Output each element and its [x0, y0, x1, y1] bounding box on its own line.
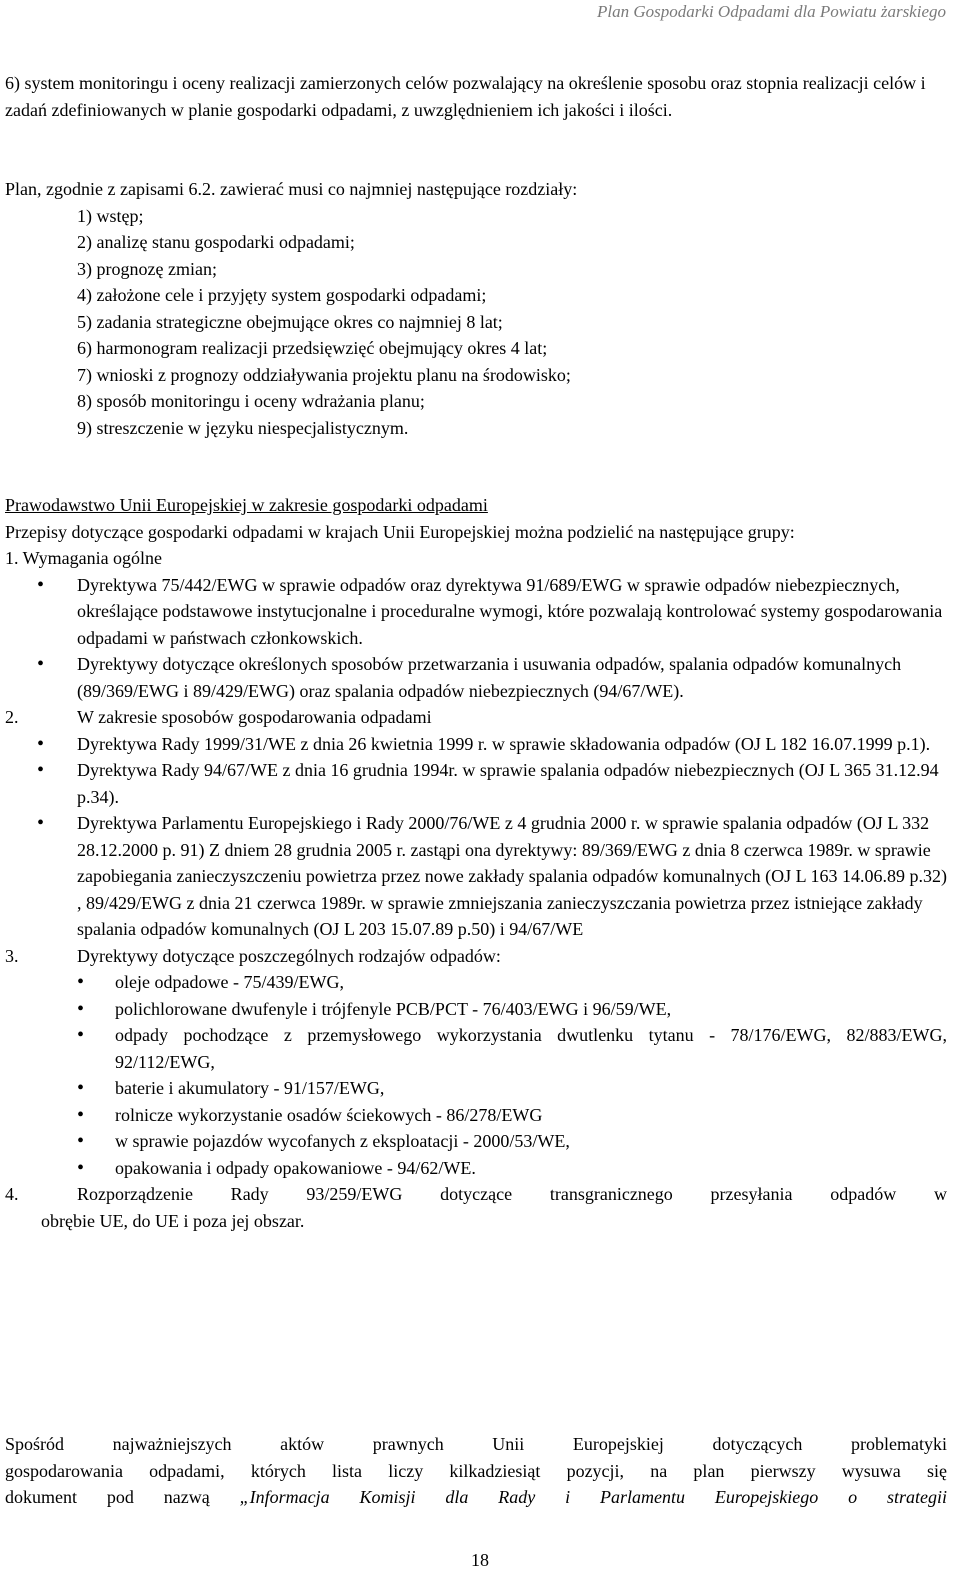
- chapter-item: 9) streszczenie w języku niespecjalistycznym.: [77, 417, 409, 438]
- group-3-label: Dyrektywy dotyczące poszczególnych rodzajów odpadów:: [77, 945, 501, 966]
- chapter-item: 4) założone cele i przyjęty system gospodarki odpadami;: [77, 285, 487, 305]
- group-2-title: [5, 704, 947, 731]
- list-item: • opakowania i odpady opakowaniowe - 94/62/WE.: [5, 1155, 947, 1182]
- document-title: „Informacja Komisji dla Rady i Parlamentu Europejskiego o strategii: [239, 1487, 947, 1507]
- group-3-list: [5, 969, 947, 1181]
- list-item: • w sprawie pojazdów wycofanych z eksploatacji - 2000/53/WE,: [5, 1128, 947, 1155]
- group-2-list: [5, 731, 947, 943]
- chapter-item: 3) prognozę zmian;: [77, 258, 217, 279]
- group-1-list: [5, 572, 947, 705]
- list-item: • baterie i akumulatory - 91/157/EWG,: [5, 1075, 947, 1102]
- chapter-item: 7) wnioski z prognozy oddziaływania projektu planu na środowisko;: [77, 364, 571, 385]
- list-item: • Dyrektywa Parlamentu Europejskiego i Rady 2000/76/WE z 4 grudnia 2000 r. w sprawie spalania odpadów (OJ L 332 28.12.2000 p. 91) Z dniem 28 grudnia 2005 r. zastąpi ona dyrektywy: 89/369/EWG z dnia 8 czerwca 1989r. w sprawie zapobiegania zanieczyszczeniu powietrza przez nowe zakłady spalania odpadów komunalnych (OJ L 163 14.06.89 p.32) , 89/429/EWG z dnia 21 czerwca 1989r. w sprawie zmniejszania zanieczyszczania powietrza przez istniejące zakłady spalania odpadów komunalnych (OJ L 203 15.07.89 p.50) i 94/67/WE: [5, 810, 947, 943]
- group-3-title: [5, 943, 947, 970]
- running-header: Plan Gospodarki Odpadami dla Powiatu żarskiego: [597, 2, 946, 21]
- group-1-title: 1. Wymagania ogólne: [5, 548, 163, 568]
- list-item: • rolnicze wykorzystanie osadów ściekowych - 86/278/EWG: [5, 1102, 947, 1129]
- plan-chapters-section: [5, 176, 947, 441]
- list-item: • odpady pochodzące z przemysłowego wykorzystania dwutlenku tytanu - 78/176/EWG, 82/883/EWG, 92/112/EWG,: [5, 1022, 947, 1075]
- list-item: • Dyrektywa Rady 94/67/WE z dnia 16 grudnia 1994r. w sprawie spalania odpadów niebezpiecznych (OJ L 365 31.12.94 p.34).: [5, 757, 947, 810]
- list-item: • Dyrektywa Rady 1999/31/WE z dnia 26 kwietnia 1999 r. w sprawie składowania odpadów (OJ L 182 16.07.1999 p.1).: [5, 731, 947, 758]
- list-item: • polichlorowane dwufenyle i trójfenyle PCB/PCT - 76/403/EWG i 96/59/WE,: [5, 996, 947, 1023]
- list-item: • Dyrektywa 75/442/EWG w sprawie odpadów oraz dyrektywa 91/689/EWG w sprawie odpadów niebezpiecznych, określające podstawowe instytucjonalne i proceduralne wymogi, które pozwalają kontrolować systemy gospodarowania odpadami w państwach członkowskich.: [5, 572, 947, 652]
- chapter-item: 2) analizę stanu gospodarki odpadami;: [77, 232, 355, 252]
- group-3-number: 3.: [5, 945, 19, 966]
- closing-line-2: gospodarowania odpadami, których lista liczy kilkadziesiąt pozycji, na plan pierwszy wysuwa się: [5, 1460, 947, 1481]
- chapter-item: 6) harmonogram realizacji przedsięwzięć obejmujący okres 4 lat;: [77, 338, 548, 358]
- page-number: 18: [471, 1550, 489, 1570]
- closing-paragraph: [5, 1431, 947, 1511]
- top-paragraph: 6) system monitoringu i oceny realizacji zamierzonych celów pozwalający na określenie sposobu oraz stopnia realizacji celów i zadań zdefiniowanych w planie gospodarki odpadami, z uwzględnieniem ich jakości i ilości.: [5, 73, 926, 120]
- eu-law-section: [5, 492, 947, 1234]
- chapter-item: 1) wstęp;: [77, 205, 144, 226]
- list-item: • oleje odpadowe - 75/439/EWG,: [5, 969, 947, 996]
- list-item: • Dyrektywy dotyczące określonych sposobów przetwarzania i usuwania odpadów, spalania odpadów komunalnych (89/369/EWG i 89/429/EWG) oraz spalania odpadów niebezpiecznych (94/67/WE).: [5, 651, 947, 704]
- group-4-line-1: [5, 1181, 947, 1208]
- monitoring-paragraph: [5, 70, 947, 123]
- section-title: Prawodawstwo Unii Europejskiej w zakresie gospodarki odpadami: [5, 495, 488, 515]
- chapter-item: 5) zadania strategiczne obejmujące okres co najmniej 8 lat;: [77, 311, 503, 332]
- plan-intro: Plan, zgodnie z zapisami 6.2. zawierać musi co najmniej następujące rozdziały:: [5, 179, 578, 199]
- chapter-item: 8) sposób monitoringu i oceny wdrażania planu;: [77, 391, 425, 411]
- closing-line-3-start: dokument pod nazwą: [5, 1487, 240, 1507]
- group-2-label: W zakresie sposobów gospodarowania odpadami: [77, 707, 432, 727]
- closing-line-3: [5, 1484, 947, 1511]
- chapter-list: [5, 203, 947, 442]
- eu-intro: Przepisy dotyczące gospodarki odpadami w krajach Unii Europejskiej można podzielić na następujące grupy:: [5, 521, 795, 542]
- group-4-line-2: obrębie UE, do UE i poza jej obszar.: [41, 1210, 305, 1231]
- group-4-text: Rozporządzenie Rady 93/259/EWG dotyczące transgranicznego przesyłania odpadów w: [77, 1184, 947, 1204]
- group-2-number: 2.: [5, 707, 19, 727]
- closing-line-1: Spośród najważniejszych aktów prawnych Unii Europejskiej dotyczących problematyki: [5, 1434, 947, 1454]
- group-4-number: 4.: [5, 1184, 19, 1204]
